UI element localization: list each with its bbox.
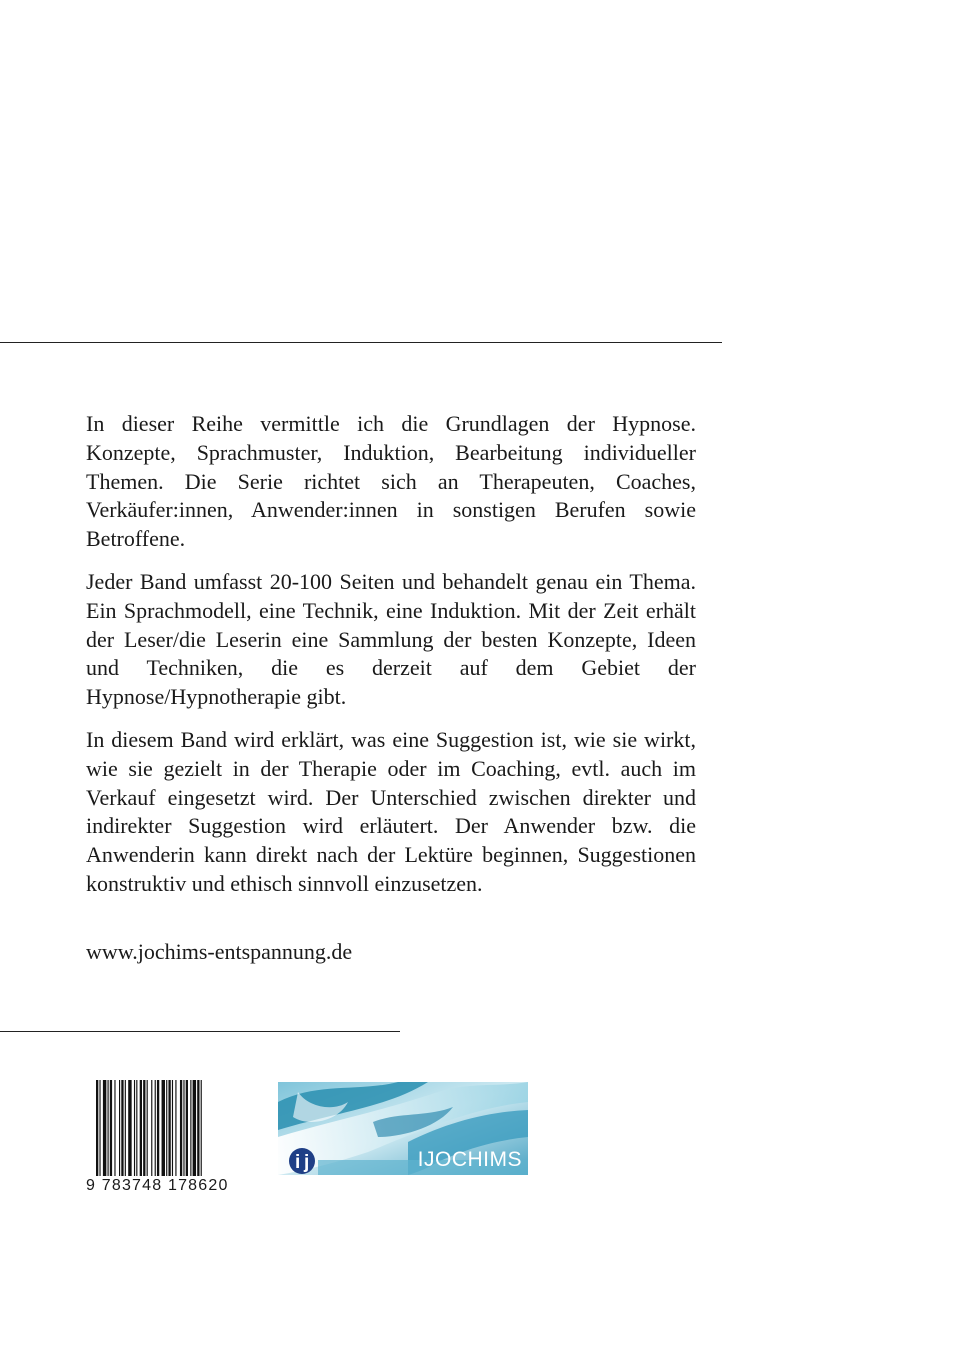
barcode-bar <box>108 1080 109 1180</box>
barcode-bars <box>86 1080 250 1180</box>
publisher-logo <box>278 1082 528 1175</box>
barcode-bar <box>121 1080 123 1180</box>
barcode-bar <box>157 1080 159 1180</box>
barcode-bar <box>99 1080 100 1180</box>
barcode-bar <box>103 1080 106 1180</box>
barcode-bar <box>155 1080 156 1180</box>
logo-wordmark: IJOCHIMS <box>417 1148 522 1171</box>
barcode-bar <box>190 1080 191 1180</box>
blurb-paragraph-3: In diesem Band wird erklärt, was eine Suggestion ist, wie sie wirkt, wie sie gezielt in der Therapie oder im Coaching, evtl. auch im Verkauf eingesetzt wird. Der Unterschied zwischen direkter und indirekter Suggestion wird erläutert. Der Anwender bzw. die Anwenderin kann direkt nach der Lektüre beginnen, Suggestionen konstruktiv und ethisch sinnvoll einzusetzen. <box>86 726 696 896</box>
barcode-bar <box>166 1080 167 1180</box>
barcode-bar <box>140 1080 142 1180</box>
website-url: www.jochims-entspannung.de <box>86 939 353 964</box>
barcode-bar <box>172 1080 173 1180</box>
barcode-bar <box>183 1080 184 1180</box>
barcode-digits: 9 783748 178620 <box>86 1176 250 1196</box>
barcode-bar <box>134 1080 135 1180</box>
isbn-barcode <box>86 1080 250 1198</box>
barcode-bar <box>162 1080 165 1180</box>
barcode-bar <box>193 1080 196 1180</box>
bottom-divider-line <box>0 1031 400 1032</box>
barcode-bar <box>110 1080 112 1180</box>
barcode-bar <box>201 1080 202 1180</box>
blurb-paragraph-2: Jeder Band umfasst 20-100 Seiten und behandelt genau ein Thema. Ein Sprachmodell, eine Technik, eine Induktion. Mit der Zeit erhält der Leser/die Leserin eine Sammlung der besten Konzepte, Ideen und Techniken, die es derzeit auf dem Gebiet der Hypnose/Hypnotherapie gibt. <box>86 568 696 710</box>
barcode-bar <box>143 1080 145 1180</box>
top-divider-line <box>0 342 722 343</box>
barcode-bar <box>186 1080 188 1180</box>
svg-text:j: j <box>304 1152 310 1173</box>
svg-text:i: i <box>295 1152 301 1173</box>
barcode-bar <box>197 1080 199 1180</box>
barcode-bar <box>128 1080 131 1180</box>
barcode-bar <box>147 1080 148 1180</box>
barcode-bar <box>175 1080 176 1180</box>
barcode-bar <box>136 1080 137 1180</box>
blurb-paragraph-1: In dieser Reihe vermittle ich die Grundlagen der Hypnose. Konzepte, Sprachmuster, Induktion, Bearbeitung individueller Themen. Die Serie richtet sich an Therapeuten, Coaches, Verkäufer:innen, Anwender:innen in sonstigen Berufen sowie Betroffene. <box>86 411 696 552</box>
barcode-bar <box>96 1080 98 1180</box>
barcode-bar <box>114 1080 115 1180</box>
barcode-bar <box>180 1080 182 1180</box>
barcode-bar <box>151 1080 152 1180</box>
barcode-bar <box>125 1080 126 1180</box>
barcode-bar <box>168 1080 170 1180</box>
blurb-text <box>86 410 696 913</box>
barcode-bar <box>119 1080 120 1180</box>
